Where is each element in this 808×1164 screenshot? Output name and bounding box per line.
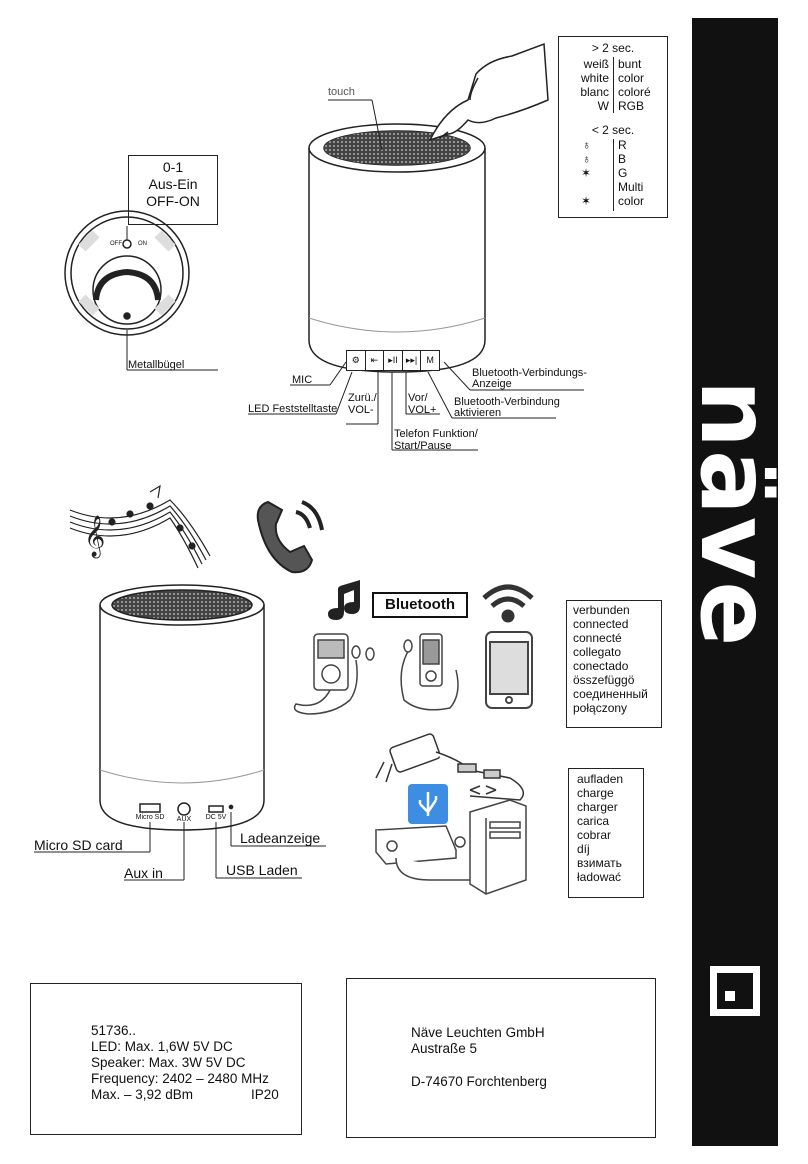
metal-bracket-label: Metallbügel [128,359,185,371]
list-item: conectado [573,659,629,673]
media-player-illustration [295,634,375,714]
usb-icon [408,784,448,824]
bt-indicator-label-2: Anzeige [472,378,512,390]
speaker-bottom-illustration [100,585,264,830]
table-row: white color [580,71,645,85]
list-item: aufladen [577,772,624,786]
music-notes-illustration [70,486,210,568]
table-row: ✶ G [580,166,628,180]
short-press-header: < 2 sec. [591,123,635,137]
bt-activate-label-2: aktivieren [454,407,502,419]
city: D-74670 Forchtenberg [411,1074,547,1089]
company-name: Näve Leuchten GmbH [411,1025,545,1040]
charge-indicator-label: Ladeanzeige [240,830,321,846]
list-item: połączony [573,701,628,715]
music-note-icon [328,580,360,620]
list-item: collegato [573,645,622,659]
brand-square-icon [710,966,760,1016]
mic-label: MIC [292,374,313,386]
vol-minus-label: VOL- [348,404,374,416]
table-row: W RGB [597,99,645,113]
led-lock-button[interactable]: ⚙ [347,351,366,370]
table-row: ✶ color [580,194,645,208]
port-aux-label: AUX [176,816,192,823]
charger-illustration [376,733,523,800]
brand-bar [679,18,791,1146]
bt-indicator-label: Bluetooth-Verbindungs- [472,367,587,379]
base-illustration [65,211,218,370]
spec-speaker: Speaker: Max. 3W 5V DC [91,1055,246,1070]
next-button[interactable]: ▸▸| [403,351,422,370]
long-press-header: > 2 sec. [591,41,635,55]
start-pause-label: Start/Pause [394,440,452,452]
table-row: Multi [618,180,644,194]
list-item: cobrar [577,828,612,842]
list-item: charger [577,800,618,814]
usb-charge-label: USB Laden [226,862,298,878]
speaker-top-illustration [309,124,485,372]
touch-label: touch [328,86,355,98]
nano-player-illustration [401,634,458,710]
list-item: verbunden [573,603,630,617]
list-item: ładować [577,870,622,884]
list-item: összefüggö [573,673,635,687]
list-item: connecté [573,631,622,645]
led-lock-label: LED Feststelltaste [248,403,338,415]
wifi-icon [484,587,532,620]
brand-logo: näve [679,379,791,649]
list-item: connected [573,617,629,631]
spec-frequency: Frequency: 2402 – 2480 MHz [91,1071,269,1086]
sd-card-label: Micro SD card [34,837,123,853]
table-row: ♁ R [582,138,627,152]
table-row: ♁ B [582,152,627,166]
list-item: díj [577,842,590,856]
bt-activate-label: Bluetooth-Verbindung [454,396,560,408]
vol-plus-label: VOL+ [408,404,437,416]
spec-ip: IP20 [251,1087,279,1102]
back-label: Zurü./ [348,392,377,404]
bulb-icon: ✶ [580,194,591,208]
table-row: weiß bunt [583,57,642,71]
bulb-icon: ✶ [580,166,591,180]
forward-label: Vor/ [408,392,428,404]
on-label: ON [138,241,147,247]
specs-box [30,983,302,1135]
control-button-bar [346,350,440,371]
phone-illustration [258,502,322,572]
list-item: charge [577,786,614,800]
street: Austraße 5 [411,1041,478,1056]
switch-line-1: 0-1 [162,159,184,175]
port-dc-label: DC 5V [205,814,227,821]
bulb-icon: ♁ [582,138,591,152]
switch-info-box [128,155,218,225]
connected-words-box [566,600,662,728]
bluetooth-label: Bluetooth [372,592,468,618]
spec-led: LED: Max. 1,6W 5V DC [91,1039,233,1054]
previous-button[interactable]: ⇤ [366,351,385,370]
aux-in-label: Aux in [124,865,163,881]
table-row: blanc coloré [580,85,651,99]
color-mode-table [558,36,668,218]
spec-power: Max. – 3,92 dBm [91,1087,194,1102]
svg-text:𝄞: 𝄞 [84,516,106,557]
list-item: carica [577,814,610,828]
bulb-icon: ♁ [582,152,591,166]
switch-line-2: Aus-Ein [148,176,198,192]
list-item: соединенный [573,687,648,701]
port-sd-label: Micro SD [135,814,165,821]
spec-article: 51736.. [91,1023,137,1038]
address-box [346,978,656,1138]
smartphone-illustration [486,632,532,708]
list-item: взимать [577,856,622,870]
mode-button[interactable]: M [426,355,434,365]
play-pause-button[interactable]: ▸II [384,351,403,370]
hand-illustration [430,44,548,140]
off-label: OFF [110,241,122,247]
switch-line-3: OFF-ON [146,193,200,209]
charge-words-box [568,768,644,898]
phone-function-label: Telefon Funktion/ [394,428,478,440]
